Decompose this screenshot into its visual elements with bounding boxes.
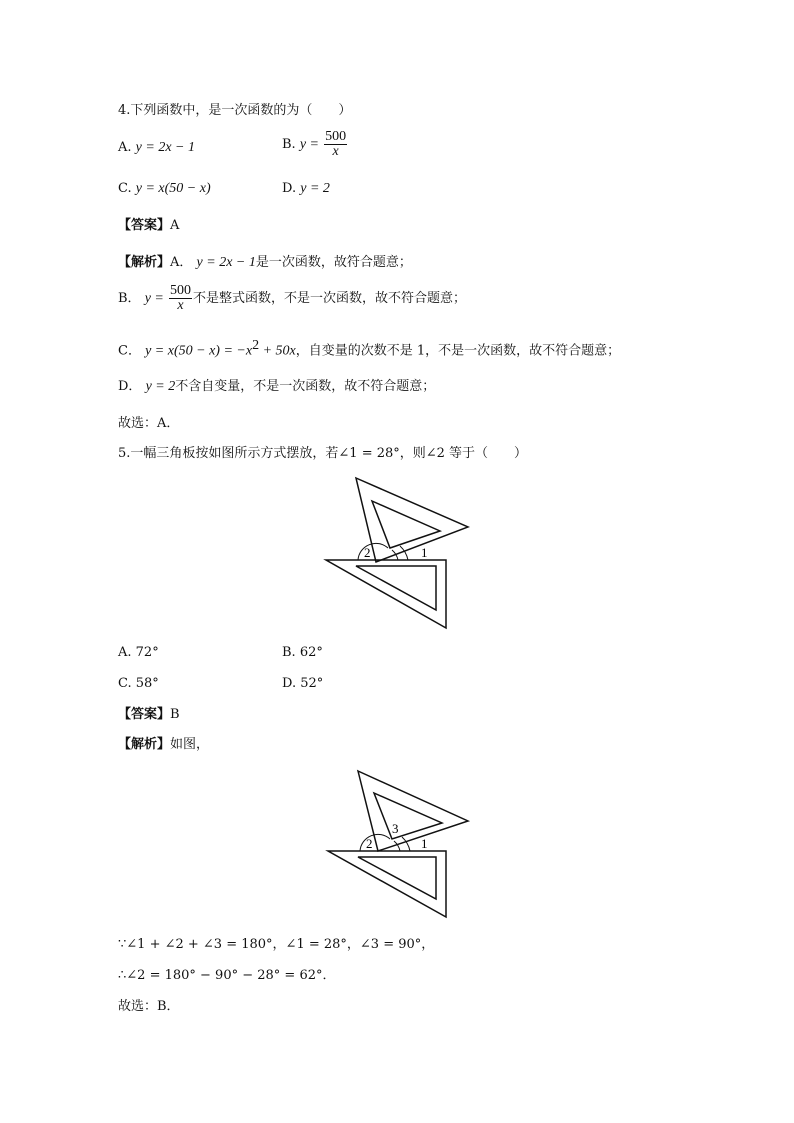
fig1-angle2-label: 2 [364, 545, 371, 560]
fig2-angle1-label: 1 [421, 836, 428, 851]
fig1-angle1-label: 1 [421, 545, 428, 560]
q5-conclusion: 故选：B． [118, 999, 180, 1014]
fig2-angle2-label: 2 [366, 836, 373, 851]
q5-step2: ∴∠2 = 180° − 90° − 28° = 62°． [118, 968, 336, 983]
q4-option-b: B. y = $\frac{500}{x}$ [282, 129, 347, 159]
q5-option-d: D. 52° [282, 676, 324, 691]
q4-analysis-c: C． $y = x(50 - x) = -x^2 + 50x$，自变量的次数不是 1，不是一次函数，故不符合题意； [118, 338, 621, 359]
q4-option-a: A. y = 2x − 1 [118, 140, 195, 155]
q5-step1: ∵∠1 + ∠2 + ∠3 = 180°，∠1 = 28°，∠3 = 90°， [118, 937, 435, 952]
q5-option-b: B. 62° [282, 645, 323, 660]
q5-option-a: A. 72° [118, 645, 159, 660]
fig2-angle3-label: 3 [392, 821, 399, 836]
q5-answer: 【答案】B [118, 707, 180, 722]
q4-option-d: D. y = 2 [282, 181, 330, 196]
q4-analysis-a: 【解析】A． y = 2x − 1是一次函数，故符合题意； [118, 255, 412, 270]
q4-answer: 【答案】A [118, 218, 180, 233]
set-squares-figure-2 [320, 765, 480, 925]
q5-stem: 5.一幅三角板按如图所示方式摆放，若∠1 = 28°，则∠2 等于（ ） [118, 446, 528, 461]
q4-analysis-b: B． y = $\frac{500}{x}$ 不是整式函数，不是一次函数，故不符合题意； [118, 283, 467, 313]
set-squares-figure-1 [318, 470, 478, 635]
q5-analysis: 【解析】如图， [118, 737, 210, 752]
q4-option-c: C. y = x(50 − x) [118, 181, 211, 196]
q5-option-c: C. 58° [118, 676, 159, 691]
q4-stem: 4.下列函数中，是一次函数的为（ ） [118, 103, 352, 118]
q4-conclusion: 故选：A． [118, 416, 180, 431]
q4-analysis-d: D． y = 2不含自变量，不是一次函数，故不符合题意； [118, 379, 436, 394]
